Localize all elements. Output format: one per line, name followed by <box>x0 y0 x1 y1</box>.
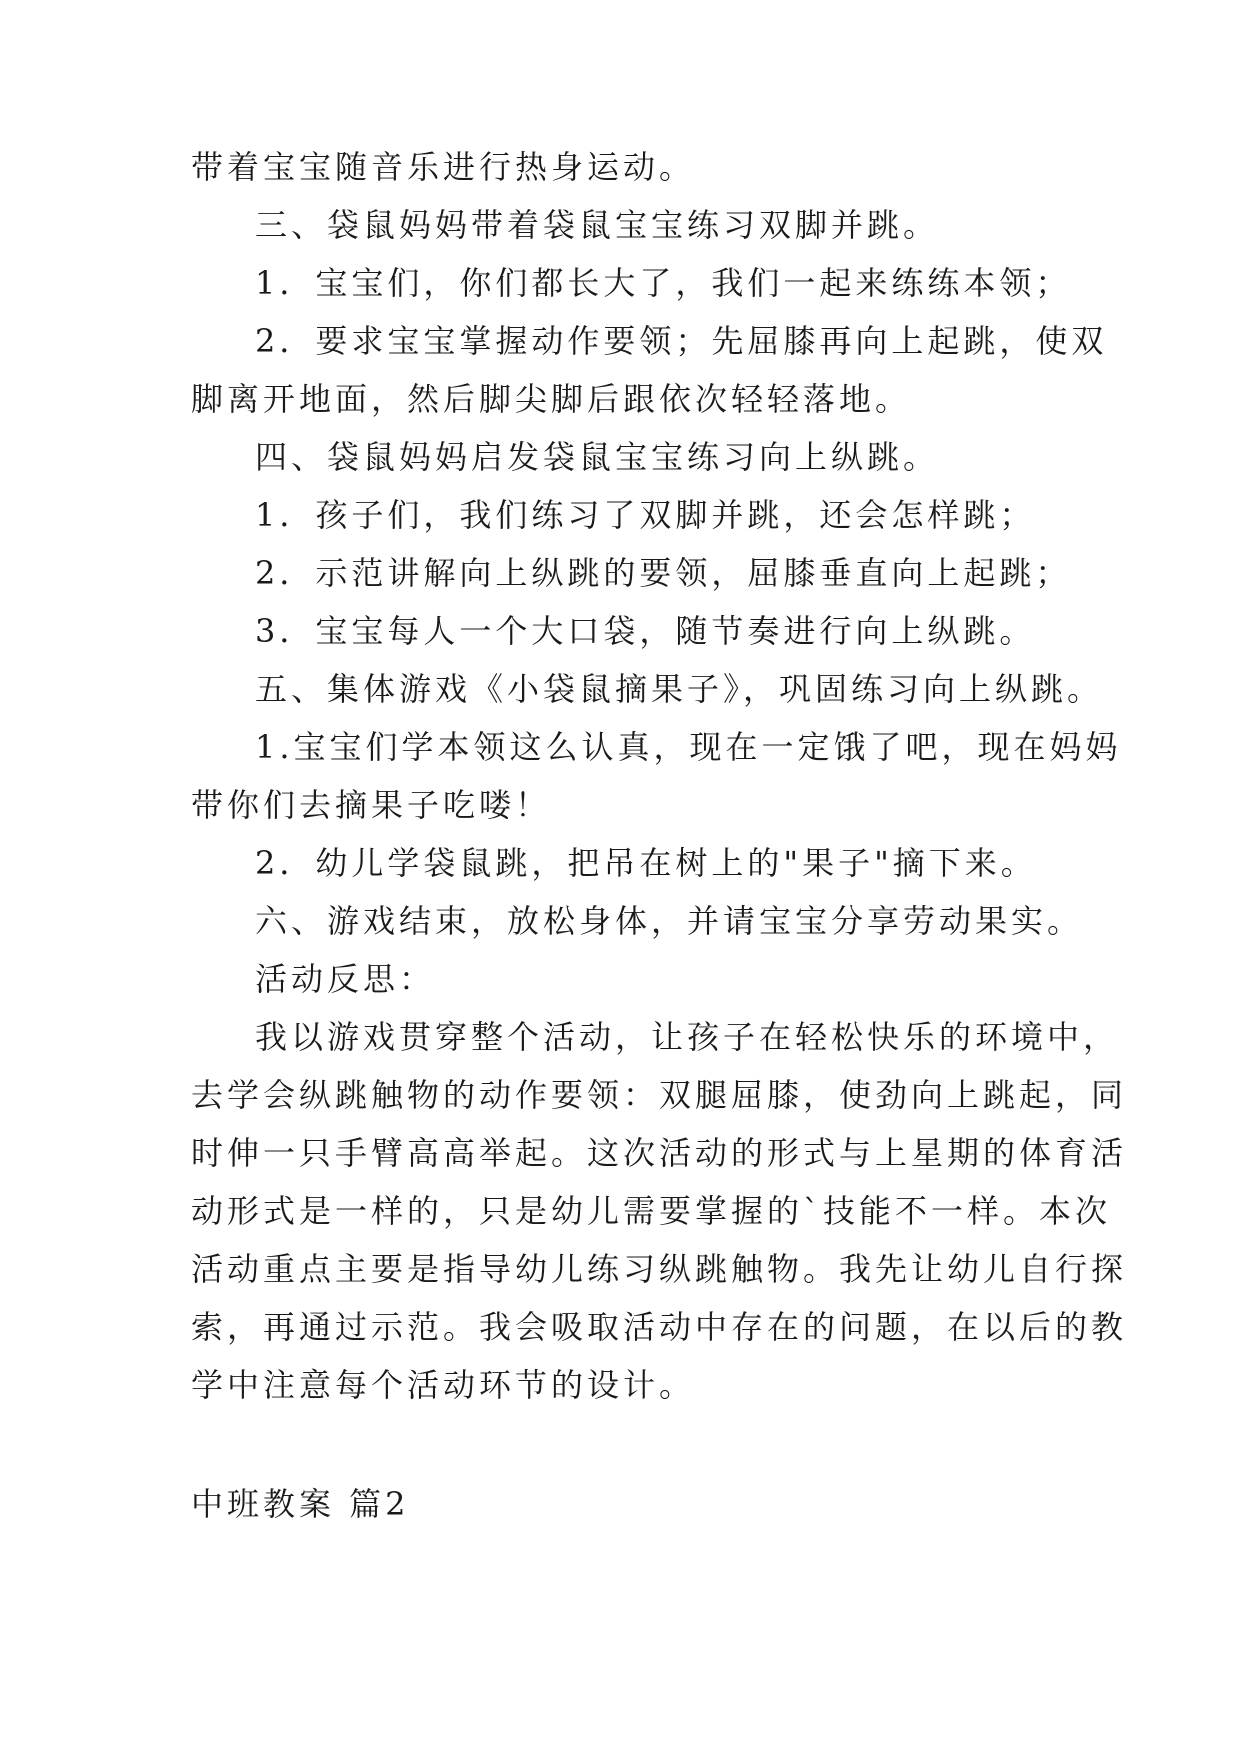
paragraph-line: 活动重点主要是指导幼儿练习纵跳触物。我先让幼儿自行探 <box>191 1250 1128 1288</box>
paragraph-line: 去学会纵跳触物的动作要领：双腿屈膝，使劲向上跳起，同 <box>191 1076 1128 1114</box>
next-section-title: 中班教案 篇2 <box>191 1485 410 1523</box>
section-heading: 五、集体游戏《小袋鼠摘果子》，巩固练习向上纵跳。 <box>255 670 1104 708</box>
paragraph-line: 时伸一只手臂高高举起。这次活动的形式与上星期的体育活 <box>191 1134 1128 1172</box>
reflection-heading: 活动反思： <box>255 960 436 998</box>
list-item: 1．孩子们，我们练习了双脚并跳，还会怎样跳； <box>255 496 1036 534</box>
list-item: 2．幼儿学袋鼠跳，把吊在树上的"果子"摘下来。 <box>255 844 1037 882</box>
section-heading: 三、袋鼠妈妈带着袋鼠宝宝练习双脚并跳。 <box>255 206 940 244</box>
paragraph-line: 带你们去摘果子吃喽！ <box>191 786 552 824</box>
list-item: 2．示范讲解向上纵跳的要领，屈膝垂直向上起跳； <box>255 554 1072 592</box>
paragraph-line: 带着宝宝随音乐进行热身运动。 <box>191 148 696 186</box>
list-item: 2．要求宝宝掌握动作要领；先屈膝再向上起跳，使双 <box>255 322 1108 360</box>
list-item: 1.宝宝们学本领这么认真，现在一定饿了吧，现在妈妈 <box>255 728 1122 766</box>
paragraph-line: 我以游戏贯穿整个活动，让孩子在轻松快乐的环境中， <box>255 1018 1120 1056</box>
section-heading: 六、游戏结束，放松身体，并请宝宝分享劳动果实。 <box>255 902 1084 940</box>
paragraph-line: 脚离开地面，然后脚尖脚后跟依次轻轻落地。 <box>191 380 912 418</box>
list-item: 1．宝宝们，你们都长大了，我们一起来练练本领； <box>255 264 1072 302</box>
paragraph-line: 动形式是一样的，只是幼儿需要掌握的`技能不一样。本次 <box>191 1192 1112 1230</box>
list-item: 3．宝宝每人一个大口袋，随节奏进行向上纵跳。 <box>255 612 1036 650</box>
paragraph-line: 索，再通过示范。我会吸取活动中存在的问题，在以后的教 <box>191 1308 1128 1346</box>
section-heading: 四、袋鼠妈妈启发袋鼠宝宝练习向上纵跳。 <box>255 438 940 476</box>
paragraph-line: 学中注意每个活动环节的设计。 <box>191 1366 696 1404</box>
